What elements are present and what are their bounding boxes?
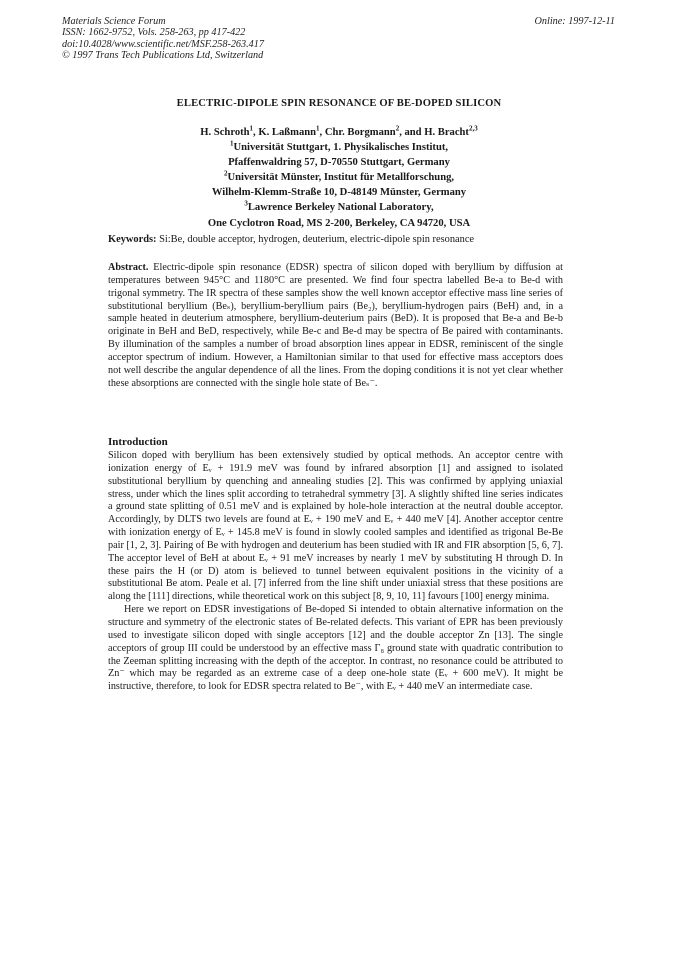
author-name: Chr. Borgmann — [324, 127, 396, 138]
online-date: Online: 1997-12-11 — [534, 16, 615, 27]
abstract-text: Electric-dipole spin resonance (EDSR) spectra of silicon doped with beryllium by diffusion at temperatures between 945°C and 1180°C are presented. We find four spectra labelled Be-a to Be-d with trigonal symmetry. The IR spectra of these samples show the well known acceptor effective mass line series of substitutional beryllium (Beₛ), beryllium-beryllium pairs (Be₂), beryllium-hydrogen pairs (BeH) and, in a sample heated in deuterium atmosphere, beryllium-deuterium pairs (BeD). It is proposed that Be-a and Be-b originate in BeH and BeD, respectively, while Be-c and Be-d may be spectra of Be paired with contaminants. By illumination of the samples a number of broad absorption lines appear in EDSR, reminiscent of the single acceptor spectrum of indium. However, a Hamiltonian similar to that used for effective mass acceptors does not well describe the angular dependence of all the lines. From the doping conditions it is not yet clear whether these absorptions are connected with the single hole state of Beₛ⁻. — [108, 262, 564, 389]
paragraph: Silicon doped with beryllium has been extensively studied by optical methods. An acceptor centre with ionization energy of Eᵥ + 191.9 meV was found by infrared absorption [1] and assigned to isolated substitutional beryllium by quenching and annealing studies [2]. This was confirmed by applying uniaxial stress, under which the lines split according to tetrahedral symmetry [3]. A slightly shifted line series indicates a ground state splitting of 0.51 meV and is explained by hole-hole interaction at the neutral double acceptor. Accordingly, by DLTS two levels are found at Eᵥ + 190 meV and Eᵥ + 440 meV [4]. Another acceptor centre with ionization energy of Eᵥ + 145.8 meV is found in slowly cooled samples and identified as trigonal Be-Be pair [1, 2, 3]. Pairing of Be with hydrogen and deuterium has been studied with IR and FIR absorption [5, 6, 7]. The acceptor level of BeH at about Eᵥ + 91 meV increases by nearly 1 meV by substituting H through D. In these pairs the H (or D) atom is believed to tunnel between equivalent positions in the vicinity of a substitutional Be atom. Peale et al. [7] inferred from the line shift under uniaxial stress that these positions are along the [111] directions, while theoretical work on this subject [8, 9, 10, 11] favours [100] energy minima. — [108, 450, 563, 603]
paper-title: ELECTRIC-DIPOLE SPIN RESONANCE OF BE-DOPED SILICON — [176, 98, 502, 109]
author-list: H. Schroth$^1$, K. Laßmann$^1$, Chr. Borgmann$^2$, and H. Bracht$^{2,3}$ — [200, 124, 478, 138]
author-superscript: 2 — [395, 124, 400, 133]
affiliation-number: 1 — [229, 139, 234, 148]
abstract — [108, 262, 563, 390]
journal-header — [62, 16, 264, 62]
author-superscript: 2,3 — [468, 124, 478, 133]
affiliation-line: $^1$Universität Stuttgart, 1. Physikalisches Institut, — [229, 139, 449, 154]
copyright-line: © 1997 Trans Tech Publications Ltd, Switzerland — [62, 50, 264, 62]
affiliation-line: $^3$Lawrence Berkeley National Laboratory, — [244, 199, 434, 214]
affiliation-number: 3 — [244, 199, 248, 208]
keywords-label: Keywords: — [108, 234, 157, 245]
author-name: K. Laßmann — [258, 127, 317, 138]
paragraph: Here we report on EDSR investigations of Be-doped Si intended to obtain alternative information on the structure and symmetry of the electronic states of Be-related defects. This variant of EPR has been previously used to investigate silicon doped with single acceptors [12] and the double acceptor Zn [13]. The single acceptors of group III could be understood by an effective mass Γ₈ ground state with quadratic contribution to the Zeeman splitting increasing with the depth of the acceptor. In contrast, no resonance could be attributed to Zn⁻ which may be regarded as an extreme case of a deep one-hole state (Eᵥ + 600 meV). It might be instructive, therefore, to look for EDSR spectra related to Be⁻, with Eᵥ + 440 meV an intermediate case. — [108, 604, 563, 693]
affiliation-line: Pfaffenwaldring 57, D-70550 Stuttgart, Germany — [228, 157, 450, 169]
author-superscript: 1 — [249, 124, 254, 133]
journal-name: Materials Science Forum — [62, 16, 166, 27]
introduction-body — [108, 450, 563, 694]
keywords — [108, 233, 563, 246]
affiliation-number: 2 — [223, 169, 228, 178]
author-block — [0, 125, 678, 231]
section-heading-introduction: Introduction — [108, 436, 168, 448]
affiliation-line: One Cyclotron Road, MS 2-200, Berkeley, CA 94720, USA — [207, 217, 471, 229]
affiliation-line: Wilhelm-Klemm-Straße 10, D-48149 Münster, Germany — [211, 187, 467, 199]
doi-link[interactable]: doi:10.4028/www.scientific.net/MSF.258-263.417 — [62, 38, 264, 50]
abstract-label: Abstract. — [108, 262, 149, 273]
author-name: and H. Bracht — [404, 127, 469, 138]
author-superscript: 1 — [316, 124, 320, 133]
issn-line: ISSN: 1662-9752, Vols. 258-263, pp 417-422 — [62, 27, 246, 39]
keywords-text: Si:Be, double acceptor, hydrogen, deuterium, electric-dipole spin resonance — [159, 234, 475, 245]
affiliation-line: $^2$Universität Münster, Institut für Metallforschung, — [223, 169, 455, 184]
author-name: H. Schroth — [200, 127, 250, 138]
